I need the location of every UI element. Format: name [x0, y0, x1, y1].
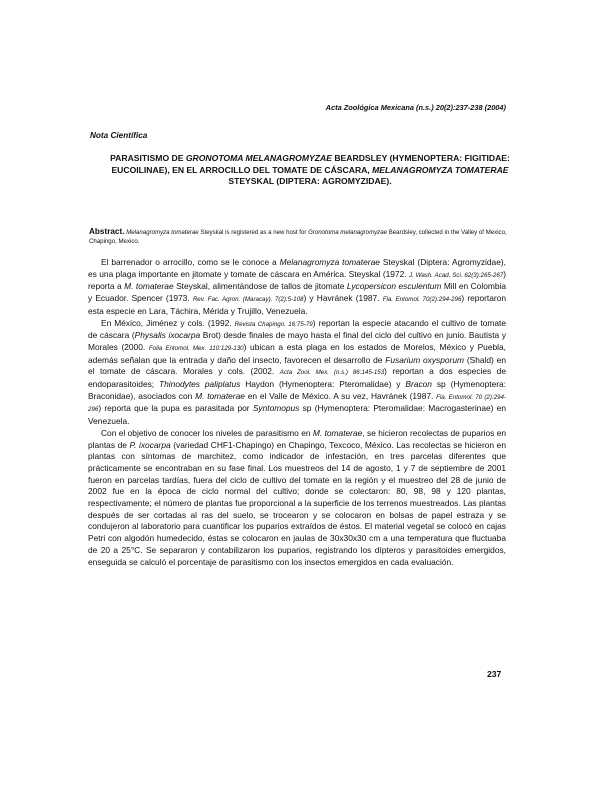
journal-citation: Acta Zoológica Mexicana (n.s.) 20(2):237-238 (2004) — [325, 103, 506, 112]
species-name: M. tomaterae — [312, 427, 363, 438]
body-text — [88, 257, 506, 568]
species-name: Physalis ixocarpa — [134, 330, 201, 341]
species-name: Melanagromyza tomaterae — [126, 229, 199, 236]
species-name: M. tomaterae — [124, 281, 174, 292]
text: sp (Hymenoptera: Braconidae), asociados con — [88, 379, 506, 401]
text: Steyskal (Diptera: Agromyzidae), es una plaga importante en jitomate y tomate de cáscara en América. Steyskal (1972. — [88, 257, 506, 279]
title-text: STEYSKAL (DIPTERA: AGROMYZIDAE). — [228, 176, 392, 186]
title-text: BEARDSLEY (HYMENOPTERA: FIGITIDAE: EUCOILINAE), EN EL ARROCILLO DEL TOMATE DE CÁSCARA, — [111, 153, 510, 175]
species-name: Melanagromyza tomaterae — [279, 257, 380, 267]
citation: Fla. Entomol. 70 (2):294-296 — [88, 393, 506, 414]
paragraph — [88, 318, 506, 428]
title-text: PARASITISMO DE — [110, 153, 186, 163]
species-name: M. tomaterae — [195, 390, 245, 401]
abstract — [89, 227, 509, 246]
text: ) ubican a esta plaga en los estados de Morelos, México y Puebla, además señalan que la entrada y daño del insecto, favorecen el desarrollo de — [88, 341, 506, 365]
text: Con el objetivo de conocer los niveles de parasitismo en — [101, 427, 313, 438]
text: Steyskal, alimentándose de tallos de jitomate — [173, 281, 347, 292]
page-number: 237 — [487, 669, 502, 679]
paragraph — [88, 257, 506, 318]
section-label: Nota Científica — [90, 131, 148, 140]
text: ) reporta a — [88, 268, 507, 292]
text: ) reportan a dos especies de endoparasitoides; — [88, 366, 506, 390]
text: en el Valle de México. A su vez, Havránek (1987. — [244, 390, 437, 401]
title-species: GRONOTOMA MELANAGROMYZAE — [185, 153, 332, 163]
abstract-label: Abstract. — [89, 227, 125, 236]
citation: J. Wash. Acad. Sci. 62(3):265-267 — [408, 271, 504, 279]
article-title — [110, 153, 510, 188]
citation: Fla. Entomol. 70(2):294-296 — [382, 296, 462, 304]
text: Brot) desde finales de mayo hasta el final del ciclo del cultivo en junio. Bautista y Morales (2000. — [88, 330, 507, 352]
citation: Rev. Fac. Agron. (Maracay). 7(2):5-108 — [192, 296, 304, 304]
text: En México, Jiménez y cols. (1992. — [101, 317, 235, 328]
citation: Acta Zool. Mex. (n.s.) 86:145-153 — [279, 369, 385, 377]
paragraph — [88, 428, 506, 568]
text: Mill en Colombia y Ecuador. Spencer (1973. — [88, 281, 507, 304]
text: (Shald) en el tomate de cáscara. Morales y cols. (2002. — [88, 354, 506, 377]
species-name: Bracon — [405, 379, 432, 390]
abstract-text: Beardsley, collected in the Valley of Mexico, Chapingo, Mexico. — [89, 229, 507, 245]
text: Haydon (Hymenoptera: Pteromalidae) y — [240, 379, 406, 390]
text: ) y Havránek (1987. — [303, 293, 383, 304]
abstract-text: Steyskal is registered as a new host for — [198, 229, 309, 236]
text: ) reportaron esta especie en Lara, Táchira, Mérida y Trujillo, Venezuela. — [88, 293, 506, 316]
species-name: Gronotoma melanagromyzae — [308, 229, 388, 236]
species-name: P. ixocarpa — [129, 439, 171, 450]
citation: Folia Entomol. Mex. 110:129-130 — [148, 344, 244, 352]
species-name: Syntomopus — [252, 403, 300, 414]
text: sp (Hymenoptera: Pteromalidae: Macrogasterinae) en Venezuela. — [88, 403, 506, 427]
text: ) reporta que la pupa es parasitada por — [98, 403, 253, 414]
species-name: Fusarium oxysporum — [385, 354, 464, 365]
citation: Revista Chapingo. 16:75-79 — [234, 320, 313, 328]
species-name: Lycopersicon esculentum — [346, 281, 442, 292]
text: El barrenador o arrocillo, como se le conoce a — [101, 257, 280, 267]
text: ) reportan la especie atacando el cultivo de tomate de cáscara ( — [88, 317, 506, 341]
title-species: MELANAGROMYZA TOMATERAE — [372, 164, 509, 175]
species-name: Thinodytes paliplatus — [159, 379, 241, 390]
text: , se hicieron recolectas de puparios en plantas de — [88, 427, 507, 450]
text: (variedad CHF1-Chapingo) en Chapingo, Texcoco, México. Las recolectas se hicieron en plantas con síntomas de marchitez, como indicador de infestación, en tres parcelas diferentes que prácticamente se encontraban en su fase final. Los muestreos del 14 de agosto, 1 y 7 de septiembre de 2001 fueron en parcelas tardías, fuera del ciclo de cultivo del tomate en la región y el muestreo del 28 de junio de 2002 fue en la época de ciclo normal del cultivo; donde se colectaron: 80, 98, 98 y 120 plantas, respectivamente; el número de plantas fue proporcional a la superficie de los terrenos muestreados. Las plantas después de ser cortadas al ras del suelo, se trocearon y se colocaron en bolsas de papel estraza y se condujeron al laboratorio para cuantificar los puparios extraídos de éstos. El material vegetal se colocó en cajas Petri con algodón humedecido, éstas se colocaron en jaulas de 30x30x30 cm a una temperatura que fluctuaba de 20 a 25°C. Se separaron y contabilizaron los puparios, registrando los dípteros y parasitoides emergidos, enseguida se calculó el porcentaje de parasitismo con los insectos emergidos en cada evaluación. — [88, 439, 506, 567]
